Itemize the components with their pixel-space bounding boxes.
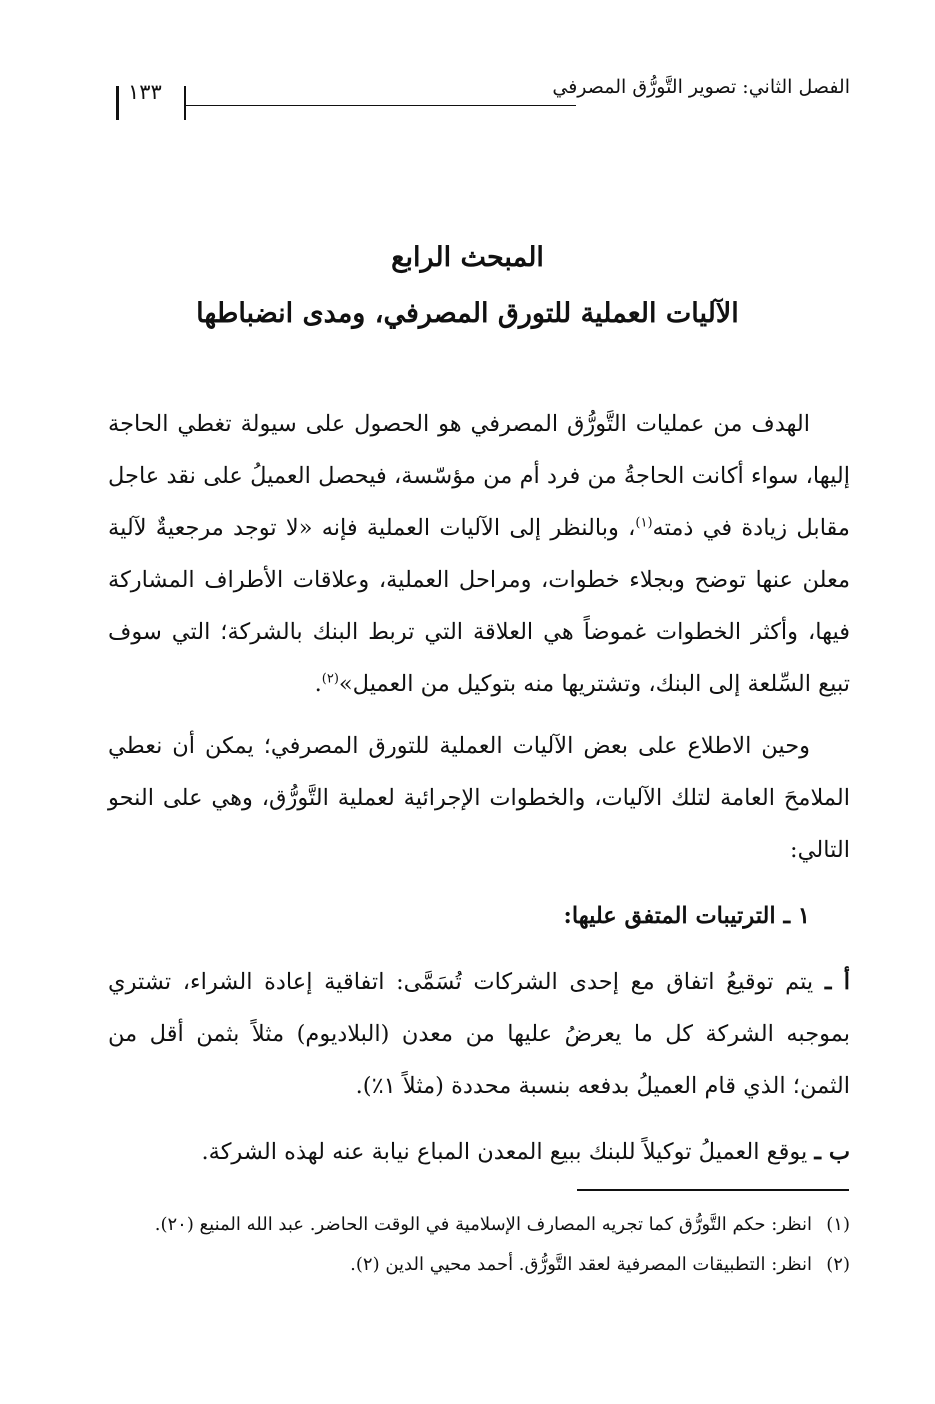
header-divider-tick [184, 86, 186, 120]
running-header [108, 72, 850, 120]
page-number: ١٣٣ [128, 80, 162, 104]
header-divider-bar [116, 86, 119, 120]
section-label: المبحث الرابع [391, 242, 544, 273]
footnote-1 [108, 1208, 850, 1242]
footnote-1-text: انظر: حكم التَّورُّق كما تجريه المصارف الإسلامية في الوقت الحاضر. عبد الله المنيع (٢٠). [154, 1214, 812, 1235]
header-rule [184, 105, 576, 106]
footnote-1-number: (١) [826, 1214, 850, 1235]
paragraph-1 [108, 398, 850, 710]
footnote-ref-2[interactable]: (٢) [321, 671, 339, 687]
list-item-b-text: يوقع العميلُ توكيلاً للبنك ببيع المعدن المباع نيابة عنه لهذه الشركة. [201, 1139, 815, 1165]
body-text [108, 398, 850, 1178]
footnotes [108, 1208, 850, 1282]
paragraph-1-continuation: ، وبالنظر إلى الآليات العملية فإنه «لا توجد مرجعيةٌ لآلية معلن عنها توضح وبجلاء خطوات، ومراحل العملية، وعلاقات الأطراف المشاركة فيها، وأكثر الخطوات غموضاً هي العلاقة التي تربط البنك بالشركة؛ التي سوف تبيع السِّلعة إلى البنك، وتشتريها منه بتوكيل من العميل» [108, 515, 850, 697]
list-item-a-label: أ ـ [824, 969, 850, 995]
list-item-b [108, 1126, 850, 1178]
list-item-a-text: يتم توقيعُ اتفاق مع إحدى الشركات تُسَمَّى: اتفاقية إعادة الشراء، تشتري بموجبه الشركة كل ما يعرضُ عليها من معدن (البلاديوم) مثلاً بثمن أقل من الثمن؛ الذي قام العميلُ بدفعه بنسبة محددة (مثلاً ١٪). [108, 969, 850, 1099]
paragraph-1-end: . [314, 671, 322, 697]
paragraph-1-text: الهدف من عمليات التَّورُّق المصرفي هو الحصول على سيولة تغطي الحاجة إليها، سواء أكانت الحاجةُ من فرد أم من مؤسّسة، فيحصل العميلُ على نقد عاجل مقابل زيادة في ذمته [108, 411, 850, 541]
chapter-title: الفصل الثاني: تصوير التَّورُّق المصرفي [552, 76, 850, 98]
footnote-2-number: (٢) [826, 1254, 850, 1275]
footnote-separator [577, 1189, 849, 1191]
footnote-ref-1[interactable]: (١) [635, 515, 653, 531]
subheading-arrangements: ١ ـ الترتيبات المتفق عليها: [563, 903, 810, 929]
footnote-2 [108, 1248, 850, 1282]
paragraph-2: وحين الاطلاع على بعض الآليات العملية للتورق المصرفي؛ يمكن أن نعطي الملامحَ العامة لتلك الآليات، والخطوات الإجرائية لعملية التَّورُّق، وهي على النحو التالي: [108, 733, 850, 863]
list-item-a [108, 956, 850, 1112]
list-item-b-label: ب ـ [814, 1139, 850, 1165]
section-title: الآليات العملية للتورق المصرفي، ومدى انضباطها [196, 298, 739, 329]
footnote-2-text: انظر: التطبيقات المصرفية لعقد التَّورُّق. أحمد محيي الدين (٢). [350, 1254, 812, 1275]
